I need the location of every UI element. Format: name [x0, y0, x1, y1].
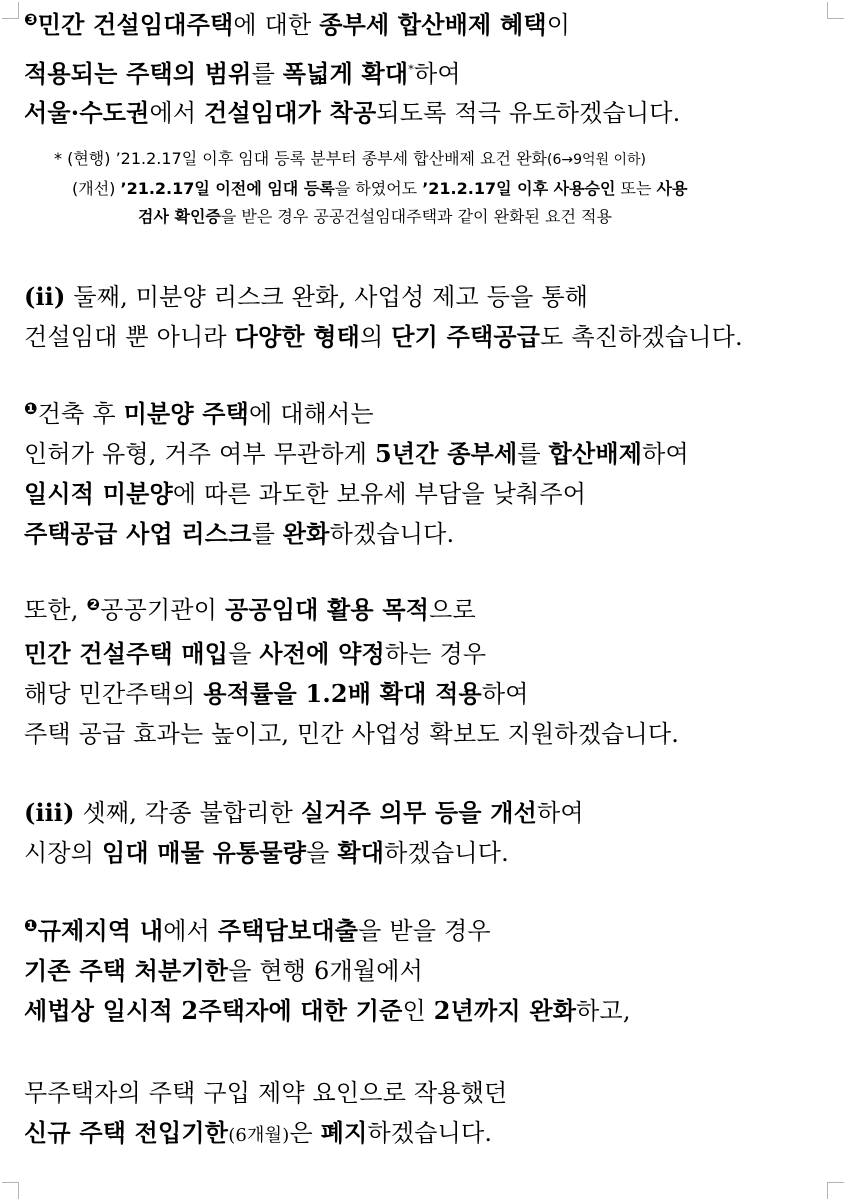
text-run — [38, 400, 374, 428]
text-run — [24, 997, 631, 1025]
text: 에서 — [149, 99, 205, 127]
bold-text: 2년까지 완화 — [433, 996, 577, 1025]
text: 되도록 적극 유도하겠습니다. — [376, 99, 681, 127]
bold-text: 민간 건설주택 매입 — [24, 639, 229, 668]
p5-line-1: 무주택자의 주택 구입 제약 요인으로 작용했던 — [24, 1079, 508, 1107]
p1-line-3 — [24, 96, 680, 130]
text: 인 — [402, 997, 434, 1025]
section-iii-line-1 — [24, 796, 584, 830]
text: 또는 — [615, 179, 657, 198]
p2-line-1 — [24, 397, 374, 431]
p4-line-2 — [24, 954, 423, 988]
bold-text: 임대 매물 유통물량 — [101, 838, 307, 867]
text: 인허가 유형, 거주 여부 무관하게 — [24, 440, 375, 468]
bold-text: 민간 건설임대주택 — [37, 10, 234, 39]
p2-line-3 — [24, 477, 586, 511]
text-run — [24, 640, 486, 668]
text: 해당 민간주택의 — [24, 680, 204, 708]
section-iii-line-2 — [24, 836, 509, 870]
text-run — [72, 179, 687, 198]
bold-text: 건설임대가 착공 — [204, 98, 377, 127]
text: 을 — [306, 839, 338, 867]
text-run — [24, 839, 509, 867]
p3-line-4: 주택 공급 효과는 높이고, 민간 사업성 확보도 지원하겠습니다. — [24, 720, 680, 748]
text: 으로 — [429, 596, 476, 624]
text-run — [38, 917, 491, 945]
p5-line-2: 신규 주택 전입기한(6개월)은 폐지하겠습니다. — [24, 1118, 493, 1147]
bold-text: 주택담보대출 — [217, 916, 359, 945]
text-run — [75, 799, 584, 827]
text: 에 대해서는 — [249, 400, 374, 428]
bold-text: ’21.2.17일 이전에 임대 등록 — [120, 179, 335, 198]
text-run — [100, 596, 476, 624]
section-ii-line-1: (ⅱ) 둘째, 미분양 리스크 완화, 사업성 제고 등을 통해 — [24, 282, 589, 311]
crop-mark-top-left — [2, 2, 19, 19]
text: 건축 후 — [37, 400, 124, 428]
bold-text: 미분양 주택 — [123, 399, 250, 428]
number-1-marker: ❶ — [24, 916, 38, 935]
crop-mark-top-right — [827, 2, 844, 19]
number-2-marker: ❷ — [86, 595, 101, 614]
text: 를 — [251, 60, 283, 88]
text-run — [24, 957, 423, 985]
bold-text: 공공임대 활용 목적 — [224, 595, 430, 624]
p2-line-2 — [24, 437, 689, 471]
note-line-3 — [138, 206, 612, 228]
p1-line-2: 적용되는 주택의 범위를 폭넓게 확대*하여 — [24, 59, 461, 88]
text: 하고, — [576, 997, 631, 1025]
text: 공공기관이 — [100, 596, 225, 624]
footnote-asterisk: * — [408, 63, 414, 76]
bold-text: 다양한 형태 — [234, 322, 361, 351]
text: 건설임대 뿐 아니라 — [24, 323, 235, 351]
text: 하겠습니다. — [329, 520, 455, 548]
bold-text: 용적률을 1.2배 확대 적용 — [203, 679, 482, 708]
text: 이 — [546, 11, 571, 39]
p3-line-3 — [24, 677, 529, 711]
text: 하여 — [537, 799, 584, 827]
text-run — [138, 207, 612, 226]
text: (개선) — [72, 179, 121, 198]
text: 하는 경우 — [384, 640, 487, 668]
text: 도 촉진하겠습니다. — [540, 323, 743, 351]
bold-text: 검사 확인증 — [138, 207, 221, 226]
bold-text: 완화 — [282, 519, 330, 548]
text: 를 — [251, 520, 283, 548]
roman-numeral-iii: (ⅲ) — [24, 798, 75, 827]
text: 셋째, 각종 불합리한 — [74, 799, 301, 827]
text-run — [24, 440, 689, 468]
text: 하여 — [481, 680, 529, 708]
text: 에 따른 과도한 보유세 부담을 낮춰주어 — [172, 480, 587, 508]
p2-line-4 — [24, 517, 454, 551]
roman-numeral-ii: (ⅱ) — [24, 282, 66, 311]
text-run — [24, 99, 680, 127]
bold-text: 합산배제 — [548, 439, 643, 468]
bold-text: 주택공급 사업 리스크 — [24, 519, 252, 548]
bold-text: ’21.2.17일 이후 사용승인 — [422, 179, 616, 198]
crop-mark-bottom-left — [2, 1182, 19, 1199]
text: 을 — [228, 640, 260, 668]
note-line-2 — [72, 178, 687, 200]
p1-line-1 — [24, 8, 570, 42]
note-line-1: * (현행) ’21.2.17일 이후 임대 등록 분부터 종부세 합산배제 요건 완화(6→9억원 이하) — [54, 149, 647, 168]
text-run — [24, 60, 408, 88]
text-run — [24, 520, 454, 548]
bold-text: 종부세 합산배제 혜택 — [319, 10, 547, 39]
bold-text: 폭넓게 확대 — [282, 59, 409, 88]
text: 에서 — [163, 917, 218, 945]
text: 시장의 — [24, 839, 102, 867]
p3-line-1: 또한, $^❷$공공기관이 공공임대 활용 목적으로 — [24, 595, 476, 624]
number-3-marker: ❸ — [24, 10, 38, 29]
text-run — [24, 680, 529, 708]
p3-line-2 — [24, 637, 486, 671]
text-run — [24, 323, 743, 351]
text: 을 받을 경우 — [358, 917, 491, 945]
text: 하여 — [642, 440, 689, 468]
bold-text: 세법상 일시적 2주택자에 대한 기준 — [24, 996, 403, 1025]
text-run — [38, 11, 570, 39]
crop-mark-bottom-right — [827, 1182, 844, 1199]
text: 를 — [517, 440, 549, 468]
bold-text: 단기 주택공급 — [391, 322, 541, 351]
text-run — [24, 480, 586, 508]
number-1-marker: ❶ — [24, 399, 38, 418]
bold-text: 규제지역 내 — [37, 916, 164, 945]
p4-line-1 — [24, 914, 491, 948]
bold-text: 일시적 미분양 — [24, 479, 173, 508]
section-ii-line-2 — [24, 320, 743, 354]
p4-line-3 — [24, 994, 631, 1028]
bold-text: 5년간 종부세 — [374, 439, 518, 468]
bold-text: 사용 — [656, 179, 688, 198]
bold-text: 적용되는 주택의 범위 — [24, 59, 252, 88]
text: 의 — [360, 323, 392, 351]
bold-text: 실거주 의무 등을 개선 — [300, 798, 538, 827]
text: 하겠습니다. — [384, 839, 509, 867]
text: 에 대한 — [233, 11, 320, 39]
bold-text: 기존 주택 처분기한 — [24, 956, 229, 985]
text: 을 현행 6개월에서 — [228, 957, 424, 985]
bold-text: 서울·수도권 — [24, 98, 150, 127]
bold-text: 확대 — [337, 838, 385, 867]
bold-text: 사전에 약정 — [259, 639, 385, 668]
text: 을 받은 경우 공공건설임대주택과 같이 완화된 요건 적용 — [220, 207, 612, 226]
text: 을 하였어도 — [334, 179, 423, 198]
